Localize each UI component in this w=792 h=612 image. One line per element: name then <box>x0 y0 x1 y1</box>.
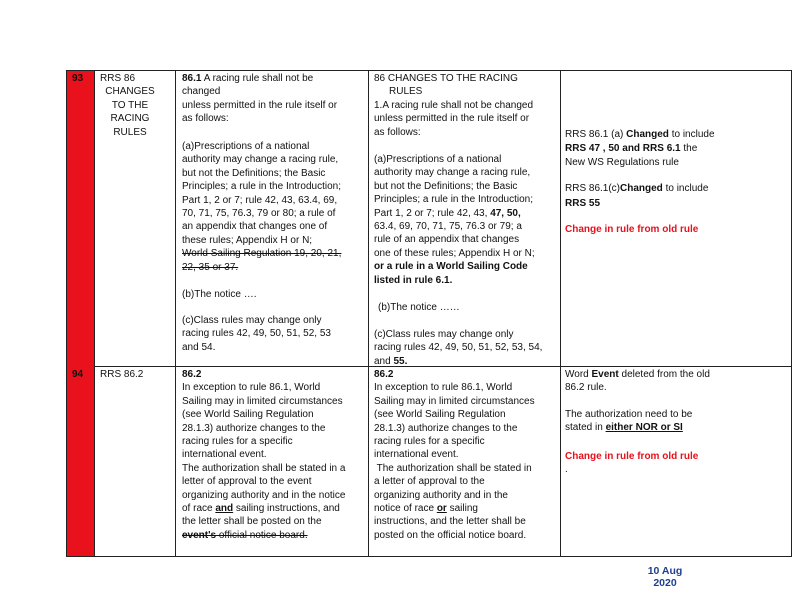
old-rule-text: changed <box>182 86 221 98</box>
new-rule-text: Part 1, 2 or 7; rule 42, 43, <box>374 207 491 219</box>
new-rule-86-1-a <box>374 153 535 287</box>
col-divider <box>94 70 95 557</box>
old-rule-86-1 <box>182 72 337 126</box>
old-rule-number: 86.1 <box>182 73 202 84</box>
new-rule-86-1-b: (b)The notice …… <box>378 302 460 313</box>
new-rule-text: unless permitted in the rule itself or <box>374 113 530 125</box>
old-rule-86-1-c <box>182 314 331 354</box>
rule-ref-line: RACING <box>110 113 150 125</box>
old-rule-text: these rules; Appendix H or N; <box>182 234 313 246</box>
new-rule-text: In exception to rule 86.1, World <box>374 382 513 394</box>
new-rule-heading: RULES <box>389 86 423 98</box>
old-rule-text: unless permitted in the rule itself or <box>182 99 338 111</box>
new-rule-text: but not the Definitions; the Basic <box>374 180 518 192</box>
new-rule-text: instructions, and the letter shall be <box>374 516 526 528</box>
comment-text: . <box>565 464 568 476</box>
new-rule-text: (c)Class rules may change only <box>374 329 514 340</box>
new-rule-text: Principles; a rule in the Introduction; <box>374 194 533 206</box>
new-rule-text: racing rules for a specific <box>374 436 485 448</box>
old-rule-text: The authorization shall be stated in a <box>182 462 346 474</box>
change-note: Change in rule from old rule <box>565 450 699 462</box>
old-rule-text: of race <box>182 503 216 515</box>
new-rule-text: racing rules 42, 49, 50, 51, 52, 53, 54, <box>374 342 543 354</box>
comment-emphasis: either NOR or SI <box>605 422 683 434</box>
comment-text: the <box>680 143 698 155</box>
old-rule-text: international event. <box>182 449 267 461</box>
rule-ref-93 <box>100 72 160 139</box>
old-rule-deleted-text: World Sailing Regulation 19, 20, 21, <box>182 248 342 260</box>
new-rule-number: 86.2 <box>374 369 394 380</box>
new-rule-text: authority may change a racing rule, <box>374 167 531 179</box>
col-divider <box>560 70 561 557</box>
row-number-band <box>67 71 94 556</box>
comment-emphasis: Changed <box>620 183 663 195</box>
comment-text: 86.2 rule. <box>565 382 607 394</box>
comment-text: deleted from the old <box>618 369 710 380</box>
date-line: 2020 <box>653 577 677 589</box>
old-rule-86-1-b: (b)The notice …. <box>182 289 257 300</box>
new-rule-text: 1.A racing rule shall not be changed <box>374 99 533 111</box>
new-rule-86-1-c <box>374 328 542 368</box>
old-rule-text: sailing instructions, and <box>233 503 340 515</box>
old-rule-text: Sailing may in limited circumstances <box>182 395 343 407</box>
comment-text: Word <box>565 369 592 380</box>
old-rule-text: the letter shall be posted on the <box>182 516 322 528</box>
new-rule-text: as follows: <box>374 126 421 138</box>
old-rule-text: 28.1.3) authorize changes to the <box>182 422 326 434</box>
comment-emphasis: Changed <box>626 129 669 140</box>
old-rule-text: A racing rule shall not be <box>201 73 314 84</box>
old-rule-text: organizing authority and in the notice <box>182 489 346 501</box>
rule-ref-line: RRS 86 <box>100 73 136 84</box>
old-rule-deleted-text: 22, 35 or 37. <box>182 261 239 273</box>
col-divider <box>175 70 176 557</box>
new-rule-86-2 <box>374 368 535 542</box>
comment-text: RRS 86.1(c) <box>565 183 621 195</box>
new-rule-text: 28.1.3) authorize changes to the <box>374 422 518 434</box>
new-rule-text: and <box>374 355 394 367</box>
new-rule-text: rule of an appendix that changes <box>374 234 520 246</box>
new-rule-text: a letter of approval to the <box>374 476 485 488</box>
new-rule-text: (see World Sailing Regulation <box>374 409 506 421</box>
new-rule-heading: 86 CHANGES TO THE RACING <box>374 73 518 84</box>
old-rule-text: Principles; a rule in the Introduction; <box>182 181 341 193</box>
row-number-94: 94 <box>72 369 84 380</box>
comment-94 <box>565 368 710 476</box>
new-rule-text: organizing authority and in the <box>374 489 508 501</box>
old-rule-text: but not the Definitions; the Basic <box>182 167 326 179</box>
old-rule-underlined-text: and <box>215 503 234 515</box>
old-rule-text: authority may change a racing rule, <box>182 154 339 166</box>
rule-ref-line: CHANGES <box>105 86 155 98</box>
old-rule-deleted-text: official notice board. <box>216 529 308 541</box>
old-rule-number: 86.2 <box>182 369 202 380</box>
new-rule-text: notice of race <box>374 503 437 515</box>
slide-date <box>640 565 690 589</box>
old-rule-text: and 54. <box>182 341 216 353</box>
old-rule-text: letter of approval to the event <box>182 476 312 488</box>
new-rule-text: Sailing may in limited circumstances <box>374 395 535 407</box>
old-rule-text: an appendix that changes one of <box>182 221 328 233</box>
old-rule-text: Part 1, 2 or 7; rule 42, 43, 63.4, 69, <box>182 194 338 206</box>
comment-93 <box>565 128 715 236</box>
rule-ref-line: RULES <box>113 126 147 138</box>
old-rule-text: In exception to rule 86.1, World <box>182 382 321 394</box>
comment-text: stated in <box>565 422 606 434</box>
comment-text: The authorization need to be <box>565 408 693 420</box>
new-rule-added-text: 55. <box>393 355 408 367</box>
new-rule-added-text: 47, 50, <box>490 207 521 219</box>
date-line: 10 Aug <box>647 565 683 577</box>
comment-text: RRS 86.1 (a) <box>565 129 627 140</box>
old-rule-86-2 <box>182 368 345 542</box>
old-rule-text: 70, 71, 75, 76.3, 79 or 80; a rule of <box>182 208 336 220</box>
old-rule-text: (c)Class rules may change only <box>182 315 322 326</box>
old-rule-text: racing rules 42, 49, 50, 51, 52, 53 <box>182 328 331 340</box>
new-rule-added-text: or a rule in a World Sailing Code <box>374 261 528 273</box>
new-rule-text: sailing <box>446 503 478 515</box>
new-rule-text: one of these rules; Appendix H or N; <box>374 247 535 259</box>
new-rule-text: posted on the official notice board. <box>374 529 527 541</box>
comment-emphasis: Event <box>591 369 619 380</box>
new-rule-added-text: listed in rule 6.1. <box>374 274 453 286</box>
old-rule-deleted-text: event's <box>182 529 217 541</box>
old-rule-86-1-a <box>182 140 341 274</box>
comment-emphasis: RRS 47 , 50 and RRS 6.1 <box>565 143 681 155</box>
new-rule-86-1 <box>374 72 533 139</box>
new-rule-underlined-text: or <box>436 503 447 515</box>
new-rule-text: (a)Prescriptions of a national <box>374 154 502 165</box>
change-note: Change in rule from old rule <box>565 224 699 236</box>
old-rule-text: (see World Sailing Regulation <box>182 409 314 421</box>
comment-text: to include <box>662 183 709 195</box>
new-rule-text: 63.4, 69, 70, 71, 75, 76.3 or 79; a <box>374 221 522 233</box>
old-rule-text: (a)Prescriptions of a national <box>182 141 310 152</box>
old-rule-text: as follows: <box>182 113 229 125</box>
comment-emphasis: RRS 55 <box>565 197 601 209</box>
comment-text: to include <box>668 129 715 140</box>
new-rule-text: international event. <box>374 449 459 461</box>
row-number-93: 93 <box>72 73 84 84</box>
rule-ref-94: RRS 86.2 <box>100 369 144 380</box>
comment-text: New WS Regulations rule <box>565 156 679 168</box>
rule-ref-line: TO THE <box>111 99 149 111</box>
old-rule-text: racing rules for a specific <box>182 436 293 448</box>
new-rule-text: The authorization shall be stated in <box>374 462 532 474</box>
col-divider <box>368 70 369 557</box>
